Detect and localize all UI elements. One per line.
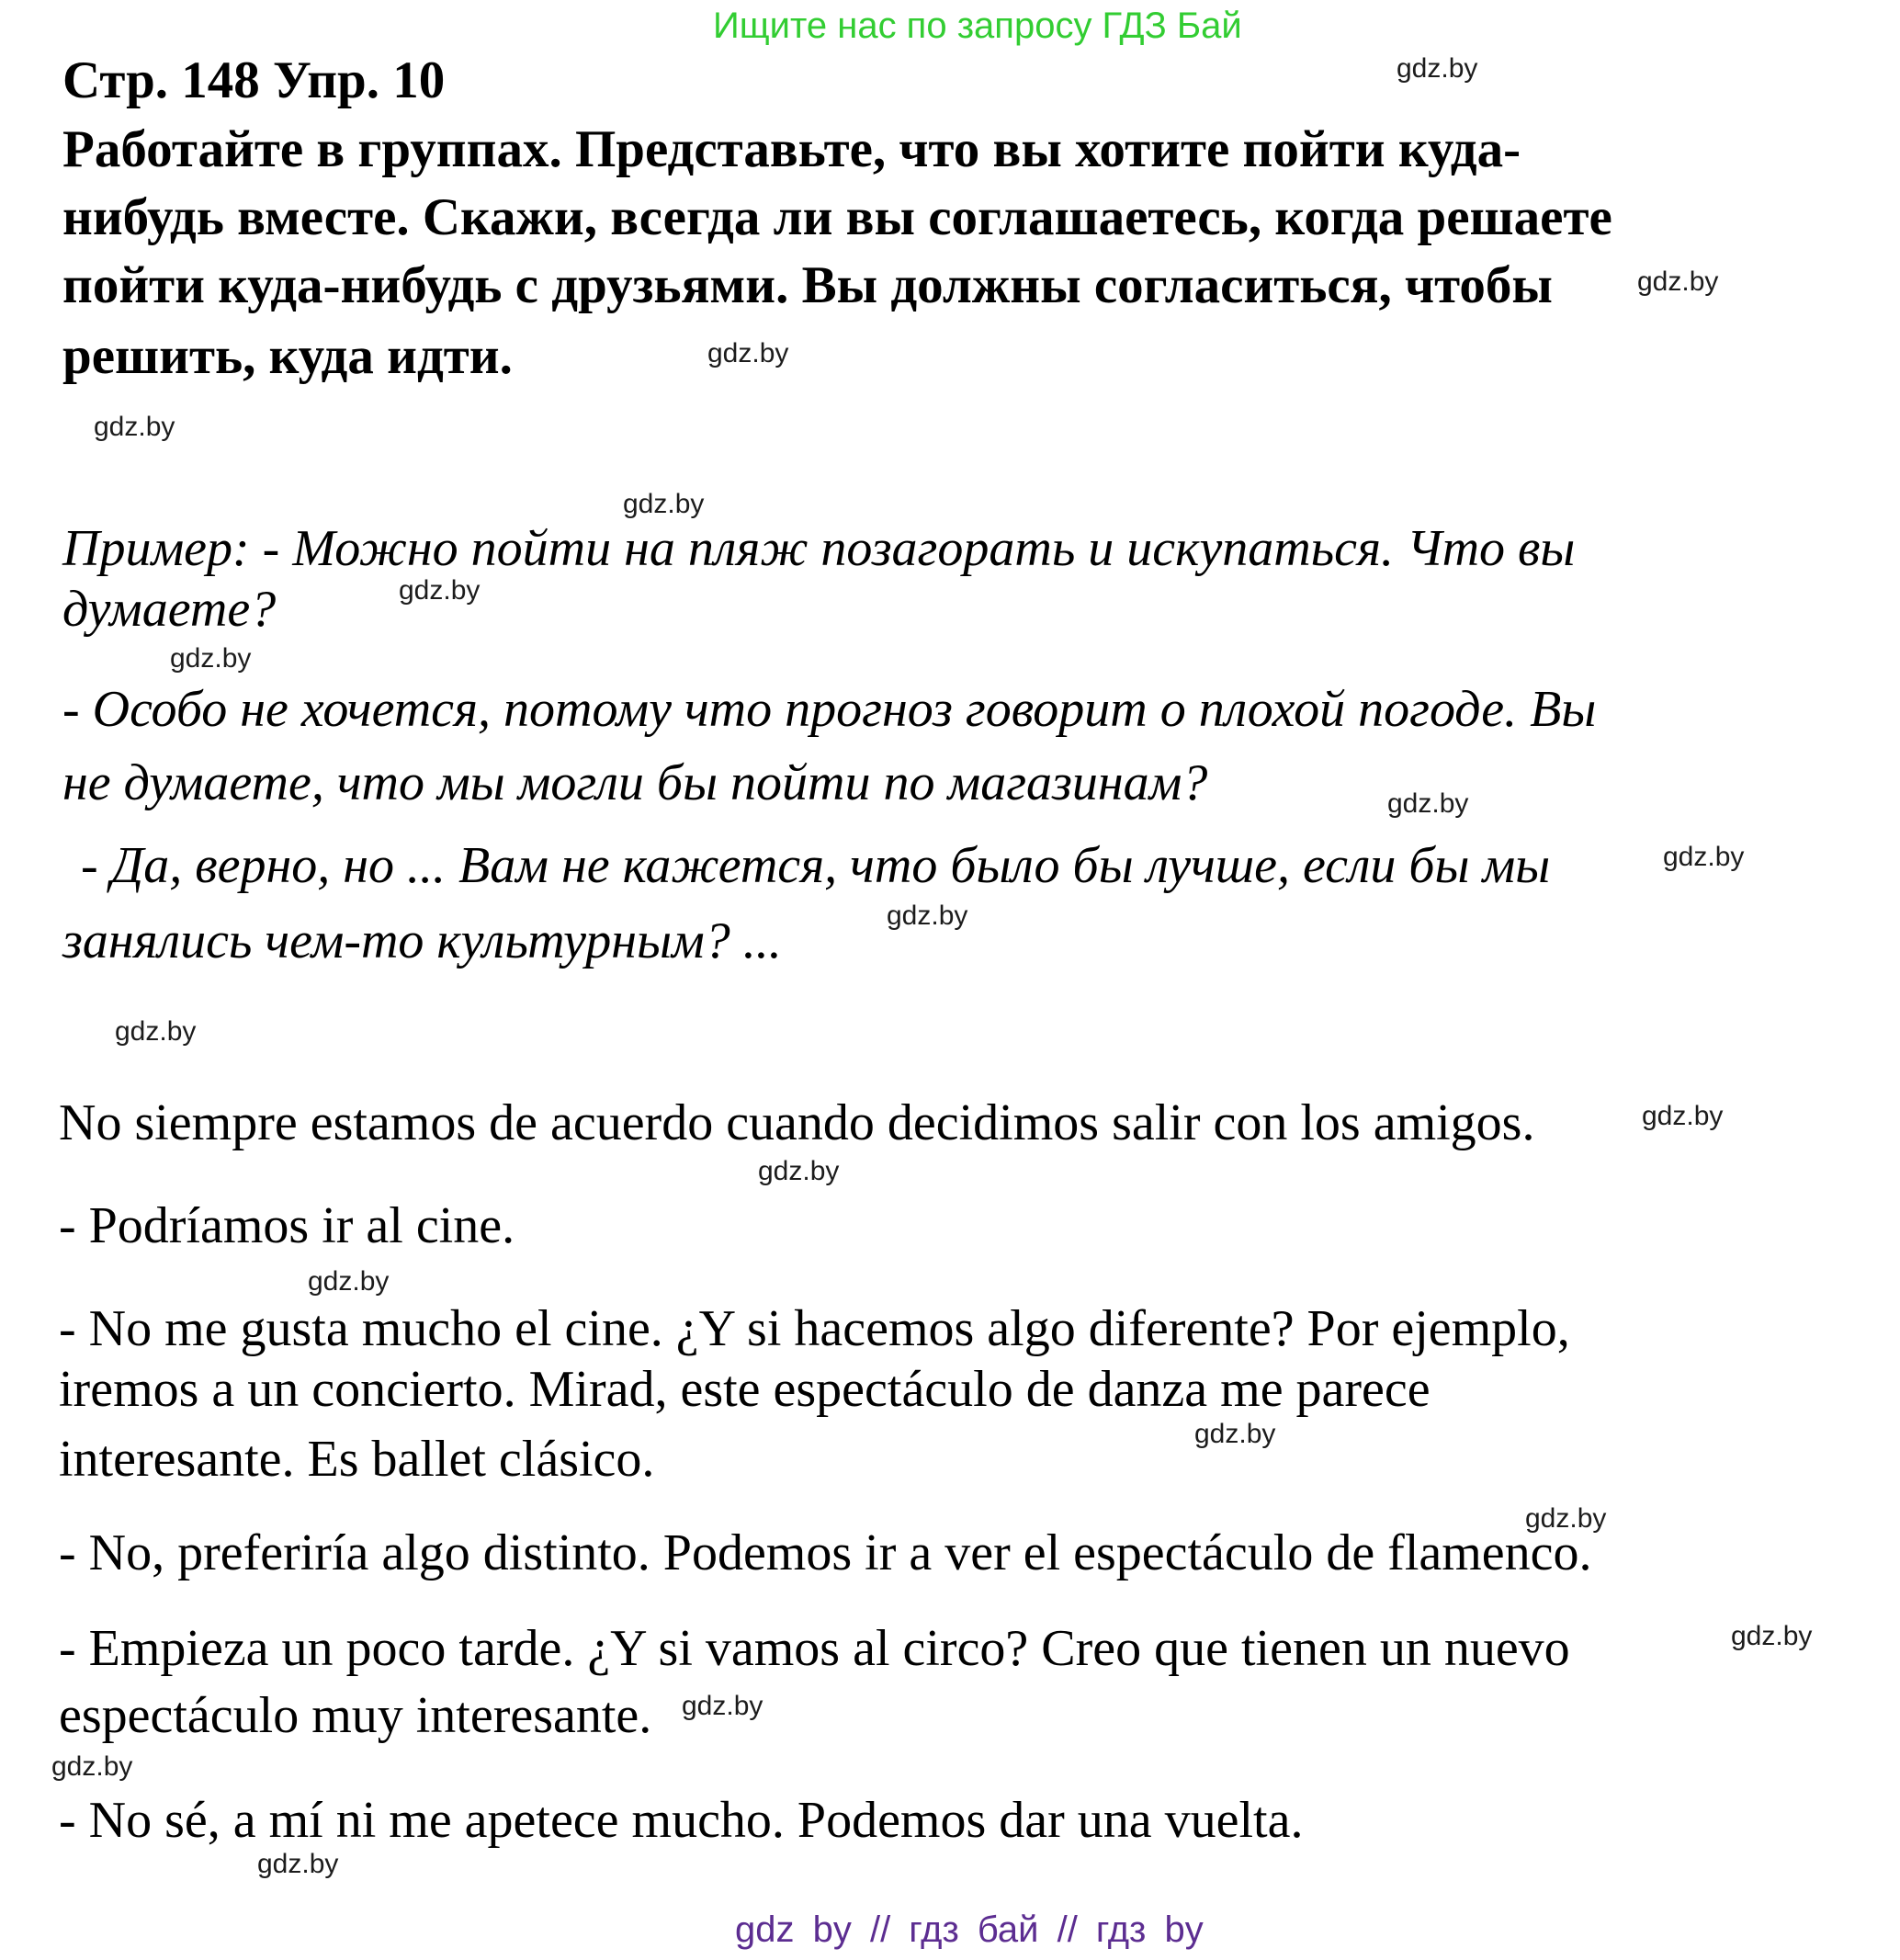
task-line: нибудь вместе. Скажи, всегда ли вы соглашаетесь, когда решаете bbox=[62, 188, 1612, 246]
gdz-watermark: gdz.by bbox=[758, 1156, 840, 1186]
task-line: решить, куда идти. bbox=[62, 327, 513, 385]
task-line: Работайте в группах. Представьте, что вы хотите пойти куда- bbox=[62, 120, 1521, 178]
example-line: - Особо не хочется, потому что прогноз говорит о плохой погоде. Вы bbox=[62, 681, 1597, 738]
gdz-watermark: gdz.by bbox=[707, 338, 789, 368]
gdz-watermark: gdz.by bbox=[623, 489, 705, 519]
example-line: - Да, верно, но ... Вам не кажется, что было бы лучше, если бы мы bbox=[81, 837, 1551, 894]
gdz-watermark: gdz.by bbox=[1663, 842, 1745, 872]
gdz-watermark: gdz.by bbox=[308, 1266, 390, 1297]
answer-line: No siempre estamos de acuerdo cuando decidimos salir con los amigos. bbox=[59, 1094, 1535, 1151]
gdz-watermark: gdz.by bbox=[1194, 1419, 1276, 1449]
answer-line: - Podríamos ir al cine. bbox=[59, 1197, 515, 1254]
footer-links: gdz by // гдз бай // гдз by bbox=[735, 1909, 1204, 1950]
answer-line: espectáculo muy interesante. bbox=[59, 1687, 652, 1744]
gdz-watermark: gdz.by bbox=[170, 643, 252, 674]
example-line: думаете? bbox=[62, 581, 277, 638]
gdz-watermark: gdz.by bbox=[115, 1016, 197, 1047]
gdz-watermark: gdz.by bbox=[1397, 53, 1478, 84]
page-exercise-title: Стр. 148 Упр. 10 bbox=[62, 51, 446, 109]
answer-line: - No me gusta mucho el cine. ¿Y si hacemos algo diferente? Por ejemplo, bbox=[59, 1300, 1570, 1357]
example-line: Пример: - Можно пойти на пляж позагорать и искупаться. Что вы bbox=[62, 520, 1576, 577]
gdz-watermark: gdz.by bbox=[1525, 1503, 1607, 1534]
gdz-watermark: gdz.by bbox=[887, 901, 968, 931]
gdz-watermark: gdz.by bbox=[94, 412, 175, 442]
gdz-watermark: gdz.by bbox=[1637, 266, 1719, 297]
example-line: занялись чем-то культурным? ... bbox=[62, 912, 782, 969]
answer-line: interesante. Es ballet clásico. bbox=[59, 1431, 655, 1488]
answer-line: - No sé, a mí ni me apetece mucho. Podemos dar una vuelta. bbox=[59, 1792, 1304, 1849]
promo-note: Ищите нас по запросу ГДЗ Бай bbox=[713, 6, 1242, 46]
gdz-watermark: gdz.by bbox=[51, 1751, 133, 1782]
gdz-watermark: gdz.by bbox=[257, 1849, 339, 1879]
example-line: не думаете, что мы могли бы пойти по магазинам? bbox=[62, 754, 1208, 811]
answer-line: iremos a un concierto. Mirad, este espectáculo de danza me parece bbox=[59, 1361, 1431, 1418]
answer-line: - No, preferiría algo distinto. Podemos ir a ver el espectáculo de flamenco. bbox=[59, 1524, 1592, 1581]
answer-line: - Empieza un poco tarde. ¿Y si vamos al circo? Creo que tienen un nuevo bbox=[59, 1620, 1570, 1677]
task-line: пойти куда-нибудь с друзьями. Вы должны согласиться, чтобы bbox=[62, 256, 1553, 314]
gdz-watermark: gdz.by bbox=[1387, 788, 1469, 819]
gdz-watermark: gdz.by bbox=[399, 575, 481, 606]
gdz-watermark: gdz.by bbox=[1642, 1101, 1724, 1131]
gdz-watermark: gdz.by bbox=[682, 1691, 763, 1721]
gdz-watermark: gdz.by bbox=[1731, 1621, 1813, 1651]
